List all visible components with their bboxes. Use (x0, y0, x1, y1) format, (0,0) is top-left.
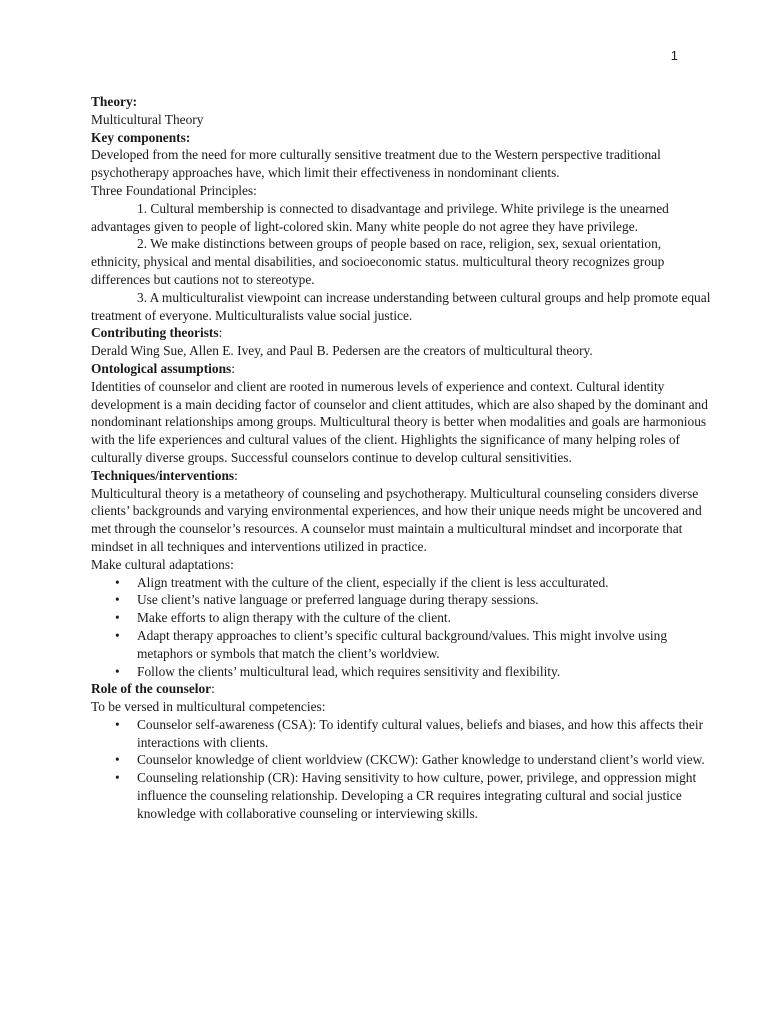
heading-colon: : (218, 325, 223, 341)
techniques-heading: Techniques/interventions (91, 467, 235, 483)
contributing-theorists-text: Derald Wing Sue, Allen E. Ivey, and Paul B. Pedersen are the creators of multicultural theory. (91, 343, 593, 359)
list-item: • Make efforts to align therapy with the culture of the client. (91, 609, 711, 627)
key-components-intro: Developed from the need for more culturally sensitive treatment due to the Western perspective traditional psychotherapy approaches have, which limit their effectiveness in nondominant clients. (91, 147, 661, 181)
heading-colon: : (234, 467, 238, 483)
adaptations-list (91, 574, 711, 681)
ontological-assumptions-text: Identities of counselor and client are rooted in numerous levels of experience and context. Cultural identity development is a main deciding factor of counselor and client attitudes, which are also shaped by the dominant and nondominant relationships among groups. Multicultural theory is better when modalities and goals are harmonious with the life experiences and cultural values of the client. Highlights the significance of many helping roles of culturally diverse groups. Successful counselors continue to develop cultural sensitivities. (91, 378, 708, 465)
contributing-theorists-heading-line (91, 324, 711, 342)
principle-item: 2. We make distinctions between groups of people based on race, religion, sex, sexual orientation, ethnicity, physical and mental disabilities, and socioeconomic status. multicultural theory recognizes group differences but cautions not to stereotype. (91, 236, 665, 287)
principle-item: 1. Cultural membership is connected to disadvantage and privilege. White privilege is the unearned advantages given to people of light-colored skin. Many white people do not agree they have privilege. (91, 200, 669, 234)
heading-colon: : (231, 360, 235, 376)
theory-name: Multicultural Theory (91, 111, 204, 127)
competencies-list (91, 716, 711, 823)
adaptations-label: Make cultural adaptations: (91, 556, 234, 572)
theory-heading: Theory: (91, 94, 138, 109)
list-item: • Counseling relationship (CR): Having sensitivity to how culture, power, privilege, and oppression might influence the counseling relationship. Developing a CR requires integrating cultural and social justice knowledge with collaborative counseling or interviewing skills. (91, 769, 711, 822)
contributing-theorists-heading: Contributing theorists (91, 325, 219, 341)
list-item: • Use client’s native language or preferred language during therapy sessions. (91, 591, 711, 609)
page-number: 1 (670, 48, 678, 63)
principle-item: 3. A multiculturalist viewpoint can increase understanding between cultural groups and help promote equal treatment of everyone. Multiculturalists value social justice. (91, 289, 711, 323)
principles-label: Three Foundational Principles: (91, 182, 257, 198)
ontological-assumptions-heading-line (91, 360, 711, 378)
techniques-heading-line (91, 467, 711, 485)
list-item: • Align treatment with the culture of the client, especially if the client is less acculturated. (91, 574, 711, 592)
key-components-heading: Key components: (91, 129, 191, 145)
list-item: • Follow the clients’ multicultural lead, which requires sensitivity and flexibility. (91, 663, 711, 681)
list-item: • Counselor knowledge of client worldview (CKCW): Gather knowledge to understand client’s world view. (91, 751, 711, 769)
ontological-assumptions-heading: Ontological assumptions (91, 360, 232, 376)
role-intro: To be versed in multicultural competencies: (91, 699, 326, 715)
techniques-text: Multicultural theory is a metatheory of counseling and psychotherapy. Multicultural counseling considers diverse clients’ backgrounds and varying environmental experiences, and how their unique needs might be uncovered and met through the counselor’s resources. A counselor must maintain a multicultural mindset and incorporate that mindset in all techniques and interventions utilized in practice. (91, 485, 702, 554)
heading-colon: : (211, 681, 215, 697)
list-item: • Counselor self-awareness (CSA): To identify cultural values, beliefs and biases, and how this affects their interactions with clients. (91, 716, 711, 752)
document-body (91, 93, 711, 823)
role-heading-line (91, 680, 711, 698)
list-item: • Adapt therapy approaches to client’s specific cultural background/values. This might involve using metaphors or symbols that match the client’s worldview. (91, 627, 711, 663)
role-heading: Role of the counselor (91, 681, 212, 697)
